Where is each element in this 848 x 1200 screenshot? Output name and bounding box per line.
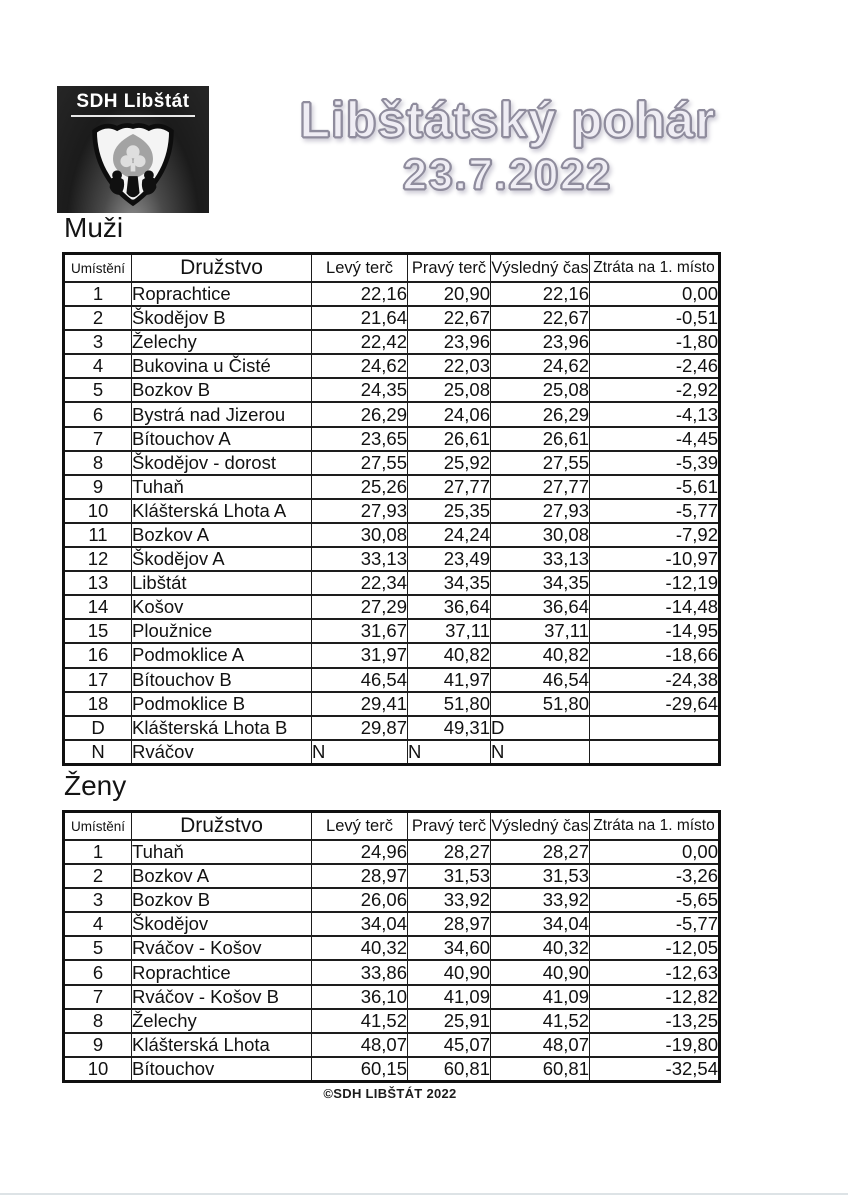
cell-ztrata-na-1-misto: -1,80 — [590, 330, 720, 354]
cell-umisteni: 6 — [64, 960, 132, 984]
cell-levy-terc: 31,97 — [312, 643, 408, 667]
club-logo-title: SDH Libštát — [71, 92, 194, 117]
cell-druzstvo: Tuhaň — [132, 475, 312, 499]
cell-vysledny-cas: 25,08 — [491, 378, 590, 402]
cell-pravy-terc: 28,97 — [408, 912, 491, 936]
cell-levy-terc: N — [312, 740, 408, 765]
title-block — [235, 92, 780, 198]
cell-levy-terc: 27,93 — [312, 499, 408, 523]
cell-vysledny-cas: 28,27 — [491, 840, 590, 864]
cell-umisteni: 9 — [64, 475, 132, 499]
cell-druzstvo: Podmoklice B — [132, 692, 312, 716]
cell-druzstvo: Klášterská Lhota — [132, 1033, 312, 1057]
table-row — [64, 619, 720, 643]
table-row — [64, 960, 720, 984]
results-section-muzi — [62, 212, 718, 766]
event-date: 23.7.2022 — [402, 151, 613, 199]
cell-pravy-terc: 23,49 — [408, 547, 491, 571]
cell-levy-terc: 30,08 — [312, 523, 408, 547]
cell-pravy-terc: 24,06 — [408, 402, 491, 426]
cell-vysledny-cas: 26,61 — [491, 427, 590, 451]
cell-levy-terc: 33,86 — [312, 960, 408, 984]
cell-levy-terc: 23,65 — [312, 427, 408, 451]
cell-umisteni: 12 — [64, 547, 132, 571]
cell-pravy-terc: 25,92 — [408, 451, 491, 475]
cell-levy-terc: 22,34 — [312, 571, 408, 595]
cell-vysledny-cas: N — [491, 740, 590, 765]
table-row — [64, 864, 720, 888]
cell-ztrata-na-1-misto: -29,64 — [590, 692, 720, 716]
cell-umisteni: 5 — [64, 936, 132, 960]
scan-artifact-line — [0, 1193, 848, 1195]
cell-druzstvo: Košov — [132, 595, 312, 619]
cell-pravy-terc: 23,96 — [408, 330, 491, 354]
table-row — [64, 354, 720, 378]
section-heading-zeny: Ženy — [64, 770, 127, 801]
cell-vysledny-cas: 34,35 — [491, 571, 590, 595]
cell-ztrata-na-1-misto: -5,61 — [590, 475, 720, 499]
cell-levy-terc: 27,29 — [312, 595, 408, 619]
cell-druzstvo: Rváčov - Košov B — [132, 985, 312, 1009]
cell-ztrata-na-1-misto — [590, 716, 720, 740]
cell-ztrata-na-1-misto: -5,39 — [590, 451, 720, 475]
cell-levy-terc: 26,06 — [312, 888, 408, 912]
results-table-zeny — [62, 810, 721, 1083]
table-row — [64, 571, 720, 595]
cell-umisteni: D — [64, 716, 132, 740]
col-header-vysledny-cas: Výsledný čas — [491, 254, 590, 283]
cell-umisteni: 2 — [64, 306, 132, 330]
cell-ztrata-na-1-misto: -2,92 — [590, 378, 720, 402]
cell-levy-terc: 24,62 — [312, 354, 408, 378]
cell-levy-terc: 46,54 — [312, 668, 408, 692]
cell-vysledny-cas: 27,93 — [491, 499, 590, 523]
cell-vysledny-cas: 33,13 — [491, 547, 590, 571]
cell-pravy-terc: 34,35 — [408, 571, 491, 595]
cell-umisteni: 2 — [64, 864, 132, 888]
cell-umisteni: 8 — [64, 451, 132, 475]
cell-pravy-terc: 20,90 — [408, 282, 491, 306]
cell-levy-terc: 41,52 — [312, 1009, 408, 1033]
cell-pravy-terc: 27,77 — [408, 475, 491, 499]
cell-vysledny-cas: 40,82 — [491, 643, 590, 667]
cell-umisteni: 1 — [64, 282, 132, 306]
table-row — [64, 330, 720, 354]
table-row — [64, 475, 720, 499]
cell-pravy-terc: 22,03 — [408, 354, 491, 378]
cell-umisteni: 7 — [64, 985, 132, 1009]
cell-levy-terc: 31,67 — [312, 619, 408, 643]
table-row — [64, 451, 720, 475]
cell-ztrata-na-1-misto: -0,51 — [590, 306, 720, 330]
header-row — [64, 812, 720, 841]
cell-vysledny-cas: 40,32 — [491, 936, 590, 960]
cell-vysledny-cas: 22,67 — [491, 306, 590, 330]
cell-umisteni: 1 — [64, 840, 132, 864]
cell-pravy-terc: 51,80 — [408, 692, 491, 716]
cell-vysledny-cas: 51,80 — [491, 692, 590, 716]
cell-ztrata-na-1-misto: -5,77 — [590, 499, 720, 523]
table-row — [64, 306, 720, 330]
table-row — [64, 1033, 720, 1057]
table-row — [64, 499, 720, 523]
cell-vysledny-cas: 60,81 — [491, 1057, 590, 1082]
col-header-umisteni: Umístění — [64, 812, 132, 841]
col-header-ztrata-na-1-misto: Ztráta na 1. místo — [590, 254, 720, 283]
cell-levy-terc: 34,04 — [312, 912, 408, 936]
table-row — [64, 402, 720, 426]
cell-druzstvo: Tuhaň — [132, 840, 312, 864]
cell-ztrata-na-1-misto: -13,25 — [590, 1009, 720, 1033]
col-header-vysledny-cas: Výsledný čas — [491, 812, 590, 841]
cell-ztrata-na-1-misto: -12,19 — [590, 571, 720, 595]
cell-umisteni: 14 — [64, 595, 132, 619]
cell-levy-terc: 26,29 — [312, 402, 408, 426]
table-row — [64, 840, 720, 864]
results-section-zeny — [62, 770, 718, 1083]
cell-pravy-terc: 25,08 — [408, 378, 491, 402]
cell-ztrata-na-1-misto: -14,48 — [590, 595, 720, 619]
cell-druzstvo: Želechy — [132, 1009, 312, 1033]
table-row — [64, 427, 720, 451]
cell-levy-terc: 60,15 — [312, 1057, 408, 1082]
table-row — [64, 716, 720, 740]
cell-vysledny-cas: 36,64 — [491, 595, 590, 619]
cell-druzstvo: Roprachtice — [132, 960, 312, 984]
cell-pravy-terc: 49,31 — [408, 716, 491, 740]
cell-druzstvo: Bozkov B — [132, 888, 312, 912]
table-row — [64, 547, 720, 571]
cell-pravy-terc: 25,35 — [408, 499, 491, 523]
cell-umisteni: 17 — [64, 668, 132, 692]
cell-vysledny-cas: 31,53 — [491, 864, 590, 888]
cell-vysledny-cas: 37,11 — [491, 619, 590, 643]
cell-ztrata-na-1-misto: 0,00 — [590, 282, 720, 306]
cell-ztrata-na-1-misto: -32,54 — [590, 1057, 720, 1082]
cell-ztrata-na-1-misto: -4,45 — [590, 427, 720, 451]
cell-levy-terc: 33,13 — [312, 547, 408, 571]
cell-pravy-terc: 24,24 — [408, 523, 491, 547]
cell-druzstvo: Škodějov A — [132, 547, 312, 571]
cell-umisteni: 3 — [64, 330, 132, 354]
cell-ztrata-na-1-misto: -5,65 — [590, 888, 720, 912]
cell-pravy-terc: N — [408, 740, 491, 765]
cell-ztrata-na-1-misto: -4,13 — [590, 402, 720, 426]
cell-ztrata-na-1-misto: -19,80 — [590, 1033, 720, 1057]
cell-druzstvo: Libštát — [132, 571, 312, 595]
cell-levy-terc: 48,07 — [312, 1033, 408, 1057]
cell-druzstvo: Bozkov A — [132, 523, 312, 547]
cell-pravy-terc: 60,81 — [408, 1057, 491, 1082]
col-header-pravy-terc: Pravý terč — [408, 254, 491, 283]
cell-umisteni: 3 — [64, 888, 132, 912]
cell-levy-terc: 25,26 — [312, 475, 408, 499]
col-header-levy-terc: Levý terč — [312, 254, 408, 283]
cell-ztrata-na-1-misto: -12,82 — [590, 985, 720, 1009]
cell-vysledny-cas: 41,52 — [491, 1009, 590, 1033]
cell-umisteni: 11 — [64, 523, 132, 547]
table-row — [64, 888, 720, 912]
cell-pravy-terc: 31,53 — [408, 864, 491, 888]
cell-ztrata-na-1-misto: -18,66 — [590, 643, 720, 667]
cell-levy-terc: 28,97 — [312, 864, 408, 888]
cell-ztrata-na-1-misto: 0,00 — [590, 840, 720, 864]
cell-pravy-terc: 40,82 — [408, 643, 491, 667]
cell-ztrata-na-1-misto: -3,26 — [590, 864, 720, 888]
cell-ztrata-na-1-misto: -2,46 — [590, 354, 720, 378]
table-row — [64, 740, 720, 765]
table-row — [64, 1009, 720, 1033]
col-header-druzstvo: Družstvo — [132, 254, 312, 283]
cell-vysledny-cas: 46,54 — [491, 668, 590, 692]
cell-levy-terc: 22,16 — [312, 282, 408, 306]
table-row — [64, 523, 720, 547]
table-row — [64, 1057, 720, 1082]
cell-umisteni: 13 — [64, 571, 132, 595]
cell-vysledny-cas: 41,09 — [491, 985, 590, 1009]
cell-druzstvo: Bítouchov — [132, 1057, 312, 1082]
col-header-druzstvo: Družstvo — [132, 812, 312, 841]
cell-vysledny-cas: 33,92 — [491, 888, 590, 912]
cell-pravy-terc: 41,09 — [408, 985, 491, 1009]
col-header-umisteni: Umístění — [64, 254, 132, 283]
results-table-muzi — [62, 252, 721, 766]
cell-levy-terc: 36,10 — [312, 985, 408, 1009]
cell-pravy-terc: 22,67 — [408, 306, 491, 330]
table-row — [64, 378, 720, 402]
cell-druzstvo: Klášterská Lhota B — [132, 716, 312, 740]
cell-ztrata-na-1-misto — [590, 740, 720, 765]
cell-ztrata-na-1-misto: -12,05 — [590, 936, 720, 960]
cell-levy-terc: 27,55 — [312, 451, 408, 475]
cell-pravy-terc: 34,60 — [408, 936, 491, 960]
cell-druzstvo: Podmoklice A — [132, 643, 312, 667]
cell-umisteni: 6 — [64, 402, 132, 426]
cell-druzstvo: Škodějov B — [132, 306, 312, 330]
cell-umisteni: 7 — [64, 427, 132, 451]
cell-druzstvo: Škodějov — [132, 912, 312, 936]
cell-druzstvo: Ploužnice — [132, 619, 312, 643]
cell-vysledny-cas: 24,62 — [491, 354, 590, 378]
cell-ztrata-na-1-misto: -7,92 — [590, 523, 720, 547]
cell-levy-terc: 21,64 — [312, 306, 408, 330]
shield-crest-with-firefighters-icon — [85, 120, 181, 208]
cell-druzstvo: Rváčov — [132, 740, 312, 765]
cell-vysledny-cas: 48,07 — [491, 1033, 590, 1057]
cell-vysledny-cas: 27,77 — [491, 475, 590, 499]
cell-pravy-terc: 33,92 — [408, 888, 491, 912]
cell-levy-terc: 40,32 — [312, 936, 408, 960]
table-row — [64, 595, 720, 619]
event-title: Libštátský pohár — [299, 92, 716, 148]
cell-pravy-terc: 40,90 — [408, 960, 491, 984]
cell-levy-terc: 29,87 — [312, 716, 408, 740]
table-row — [64, 282, 720, 306]
section-heading-muzi: Muži — [64, 212, 124, 243]
table-row — [64, 668, 720, 692]
cell-vysledny-cas: 27,55 — [491, 451, 590, 475]
cell-pravy-terc: 45,07 — [408, 1033, 491, 1057]
cell-druzstvo: Bozkov A — [132, 864, 312, 888]
cell-vysledny-cas: 23,96 — [491, 330, 590, 354]
cell-pravy-terc: 37,11 — [408, 619, 491, 643]
cell-umisteni: N — [64, 740, 132, 765]
cell-druzstvo: Bítouchov B — [132, 668, 312, 692]
cell-druzstvo: Škodějov - dorost — [132, 451, 312, 475]
copyright-footer: ©SDH LIBŠTÁT 2022 — [323, 1086, 457, 1101]
cell-druzstvo: Bukovina u Čisté — [132, 354, 312, 378]
cell-pravy-terc: 26,61 — [408, 427, 491, 451]
table-row — [64, 643, 720, 667]
cell-ztrata-na-1-misto: -12,63 — [590, 960, 720, 984]
cell-vysledny-cas: 30,08 — [491, 523, 590, 547]
cell-umisteni: 9 — [64, 1033, 132, 1057]
cell-vysledny-cas: D — [491, 716, 590, 740]
cell-druzstvo: Bystrá nad Jizerou — [132, 402, 312, 426]
cell-levy-terc: 24,35 — [312, 378, 408, 402]
table-row — [64, 912, 720, 936]
cell-ztrata-na-1-misto: -10,97 — [590, 547, 720, 571]
cell-pravy-terc: 36,64 — [408, 595, 491, 619]
cell-vysledny-cas: 40,90 — [491, 960, 590, 984]
cell-druzstvo: Bozkov B — [132, 378, 312, 402]
cell-pravy-terc: 28,27 — [408, 840, 491, 864]
cell-druzstvo: Roprachtice — [132, 282, 312, 306]
table-row — [64, 985, 720, 1009]
cell-druzstvo: Bítouchov A — [132, 427, 312, 451]
cell-druzstvo: Rváčov - Košov — [132, 936, 312, 960]
header-row — [64, 254, 720, 283]
cell-umisteni: 15 — [64, 619, 132, 643]
cell-druzstvo: Želechy — [132, 330, 312, 354]
cell-ztrata-na-1-misto: -24,38 — [590, 668, 720, 692]
cell-umisteni: 10 — [64, 499, 132, 523]
cell-umisteni: 4 — [64, 912, 132, 936]
col-header-ztrata-na-1-misto: Ztráta na 1. místo — [590, 812, 720, 841]
table-row — [64, 936, 720, 960]
club-logo — [57, 86, 209, 213]
cell-umisteni: 5 — [64, 378, 132, 402]
table-row — [64, 692, 720, 716]
col-header-levy-terc: Levý terč — [312, 812, 408, 841]
cell-ztrata-na-1-misto: -14,95 — [590, 619, 720, 643]
cell-vysledny-cas: 26,29 — [491, 402, 590, 426]
cell-levy-terc: 29,41 — [312, 692, 408, 716]
cell-umisteni: 4 — [64, 354, 132, 378]
cell-levy-terc: 24,96 — [312, 840, 408, 864]
cell-umisteni: 8 — [64, 1009, 132, 1033]
col-header-pravy-terc: Pravý terč — [408, 812, 491, 841]
cell-vysledny-cas: 22,16 — [491, 282, 590, 306]
cell-druzstvo: Klášterská Lhota A — [132, 499, 312, 523]
cell-umisteni: 18 — [64, 692, 132, 716]
cell-pravy-terc: 41,97 — [408, 668, 491, 692]
cell-umisteni: 10 — [64, 1057, 132, 1082]
cell-ztrata-na-1-misto: -5,77 — [590, 912, 720, 936]
cell-pravy-terc: 25,91 — [408, 1009, 491, 1033]
cell-levy-terc: 22,42 — [312, 330, 408, 354]
cell-umisteni: 16 — [64, 643, 132, 667]
cell-vysledny-cas: 34,04 — [491, 912, 590, 936]
